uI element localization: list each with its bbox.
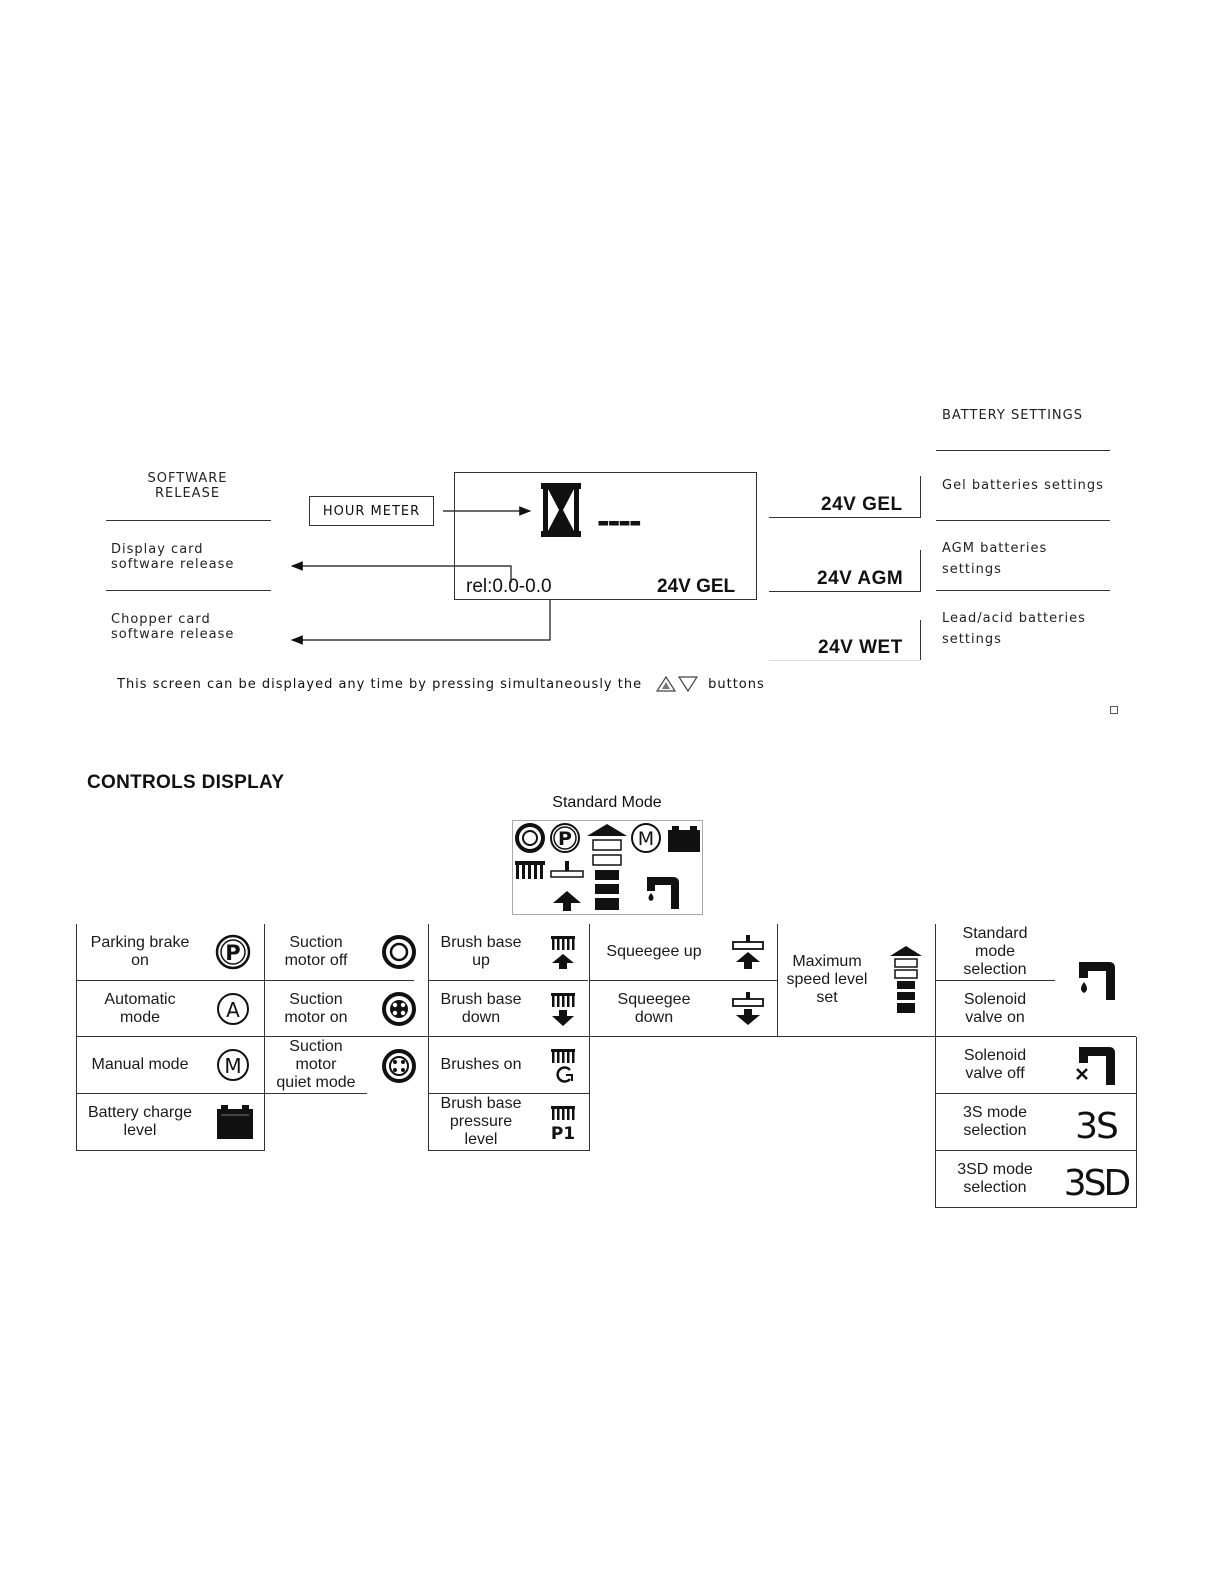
- standard-mode-display: [512, 820, 703, 915]
- table-border: [777, 924, 778, 1037]
- footnote: [117, 676, 765, 692]
- suction-quiet-label: Suction motor quiet mode: [276, 1038, 356, 1091]
- solenoid-on-label: Solenoid valve on: [963, 991, 1027, 1026]
- parking-brake-label: Parking brake on: [90, 934, 190, 969]
- squeegee-up-icon: [731, 934, 765, 970]
- brush-up-icon: [549, 935, 577, 971]
- suction-on-icon: [381, 991, 417, 1027]
- battery-type-agm: 24V AGM: [817, 568, 904, 589]
- brush-up-label: Brush base up: [440, 934, 522, 969]
- solenoid-on-icon: [1075, 960, 1117, 1002]
- svg-text:3S: 3S: [1075, 1106, 1117, 1145]
- svg-text:P1: P1: [550, 1124, 576, 1141]
- table-border: [428, 1150, 589, 1151]
- brushes-on-label: Brushes on: [440, 1056, 522, 1073]
- battery-desc-agm: AGM batteries settings: [942, 541, 1048, 577]
- up-down-buttons-icon: [656, 676, 698, 692]
- battery-desc-gel: Gel batteries settings: [942, 478, 1104, 493]
- squeegee-icon: [551, 861, 583, 911]
- battery-type-gel: 24V GEL: [821, 494, 903, 515]
- squeegee-up-label: Squeegee up: [606, 943, 702, 960]
- table-border: [428, 980, 588, 981]
- table-border: [935, 980, 1055, 981]
- suction-off-icon: [517, 825, 543, 851]
- table-border: [935, 1093, 1136, 1094]
- table-border: [1136, 1037, 1137, 1208]
- divider: [920, 550, 921, 592]
- brush-pressure-label: Brush base pressure level: [440, 1095, 522, 1148]
- divider: [769, 660, 920, 661]
- parking-brake-icon: [215, 933, 251, 971]
- footnote-text: This screen can be displayed any time by pressing simultaneously the: [117, 676, 643, 692]
- table-border: [264, 1093, 367, 1094]
- screen-release-text: rel:0.0-0.0: [466, 576, 552, 597]
- table-border: [76, 1093, 264, 1094]
- mode-3s-icon: [1068, 1101, 1128, 1145]
- suction-quiet-icon: [381, 1048, 417, 1084]
- manual-mode-icon: [632, 824, 660, 852]
- automatic-mode-icon: [216, 990, 250, 1028]
- divider: [769, 517, 920, 518]
- table-border: [76, 1036, 1136, 1037]
- brushes-on-icon: [549, 1048, 577, 1084]
- hour-meter-box: HOUR METER: [309, 496, 434, 526]
- table-border: [589, 924, 590, 1151]
- divider: [936, 450, 1110, 451]
- battery-desc-wet: Lead/acid batteries settings: [942, 611, 1086, 647]
- chopper-card-label: Chopper card software release: [111, 612, 235, 642]
- table-border: [935, 1150, 1136, 1151]
- chopper-release-arrow: [292, 600, 550, 640]
- automatic-mode-label: Automatic mode: [104, 991, 176, 1026]
- standard-mode-selection-label: Standard mode selection: [962, 925, 1028, 978]
- display-card-label: Display card software release: [111, 542, 235, 572]
- mode-3sd-icon: [1060, 1158, 1132, 1202]
- divider: [936, 590, 1110, 591]
- small-square-mark: [1110, 706, 1118, 714]
- table-border: [76, 980, 264, 981]
- svg-text:M: M: [637, 828, 655, 850]
- divider: [936, 520, 1110, 521]
- battery-type-wet: 24V WET: [818, 637, 903, 658]
- table-border: [76, 1150, 264, 1151]
- software-release-label: SOFTWARE RELEASE: [147, 471, 228, 501]
- battery-charge-icon: [216, 1104, 254, 1140]
- standard-mode-icon: [647, 877, 679, 909]
- manual-mode-icon: [216, 1046, 250, 1084]
- brush-down-label: Brush base down: [440, 991, 522, 1026]
- solenoid-off-label: Solenoid valve off: [963, 1047, 1027, 1082]
- display-icons: [513, 821, 702, 914]
- svg-text:M: M: [224, 1054, 242, 1078]
- solenoid-off-icon: [1075, 1045, 1117, 1087]
- hourglass-icon: [541, 483, 581, 537]
- suction-off-icon: [381, 934, 417, 970]
- divider: [920, 620, 921, 660]
- squeegee-down-icon: [731, 991, 765, 1027]
- footnote-buttons: buttons: [708, 676, 765, 692]
- lcd-screen: [454, 472, 757, 600]
- table-border: [264, 980, 414, 981]
- max-speed-icon: [587, 824, 627, 910]
- svg-text:P: P: [225, 941, 241, 965]
- table-border: [428, 1093, 589, 1094]
- table-border: [935, 1207, 1136, 1208]
- table-border: [264, 924, 265, 1151]
- battery-settings-title: BATTERY SETTINGS: [942, 408, 1083, 423]
- svg-text:3SD: 3SD: [1063, 1163, 1129, 1202]
- table-border: [589, 980, 777, 981]
- brush-icon: [515, 861, 545, 879]
- brush-pressure-icon: [549, 1105, 577, 1141]
- standard-mode-label: Standard Mode: [552, 794, 662, 811]
- table-border: [935, 924, 936, 1208]
- divider: [769, 591, 920, 592]
- svg-text:A: A: [226, 998, 240, 1022]
- mode-3s-label: 3S mode selection: [962, 1104, 1028, 1139]
- suction-on-label: Suction motor on: [284, 991, 348, 1026]
- mode-3sd-label: 3SD mode selection: [957, 1161, 1033, 1196]
- max-speed-icon: [888, 944, 924, 1016]
- squeegee-down-label: Squeegee down: [617, 991, 691, 1026]
- divider: [920, 476, 921, 518]
- manual-mode-label: Manual mode: [91, 1056, 189, 1073]
- battery-charge-label: Battery charge level: [87, 1104, 193, 1139]
- table-border: [76, 924, 77, 1151]
- suction-off-label: Suction motor off: [284, 934, 348, 969]
- controls-title: CONTROLS DISPLAY: [87, 772, 285, 793]
- svg-text:P: P: [558, 828, 572, 850]
- battery-icon: [668, 826, 700, 852]
- parking-brake-icon: [551, 824, 579, 852]
- max-speed-label: Maximum speed level set: [786, 953, 868, 1006]
- table-border: [428, 924, 429, 1151]
- screen-battery-text: 24V GEL: [657, 576, 736, 597]
- brush-down-icon: [549, 992, 577, 1028]
- hour-meter-dashes: ----: [597, 500, 640, 542]
